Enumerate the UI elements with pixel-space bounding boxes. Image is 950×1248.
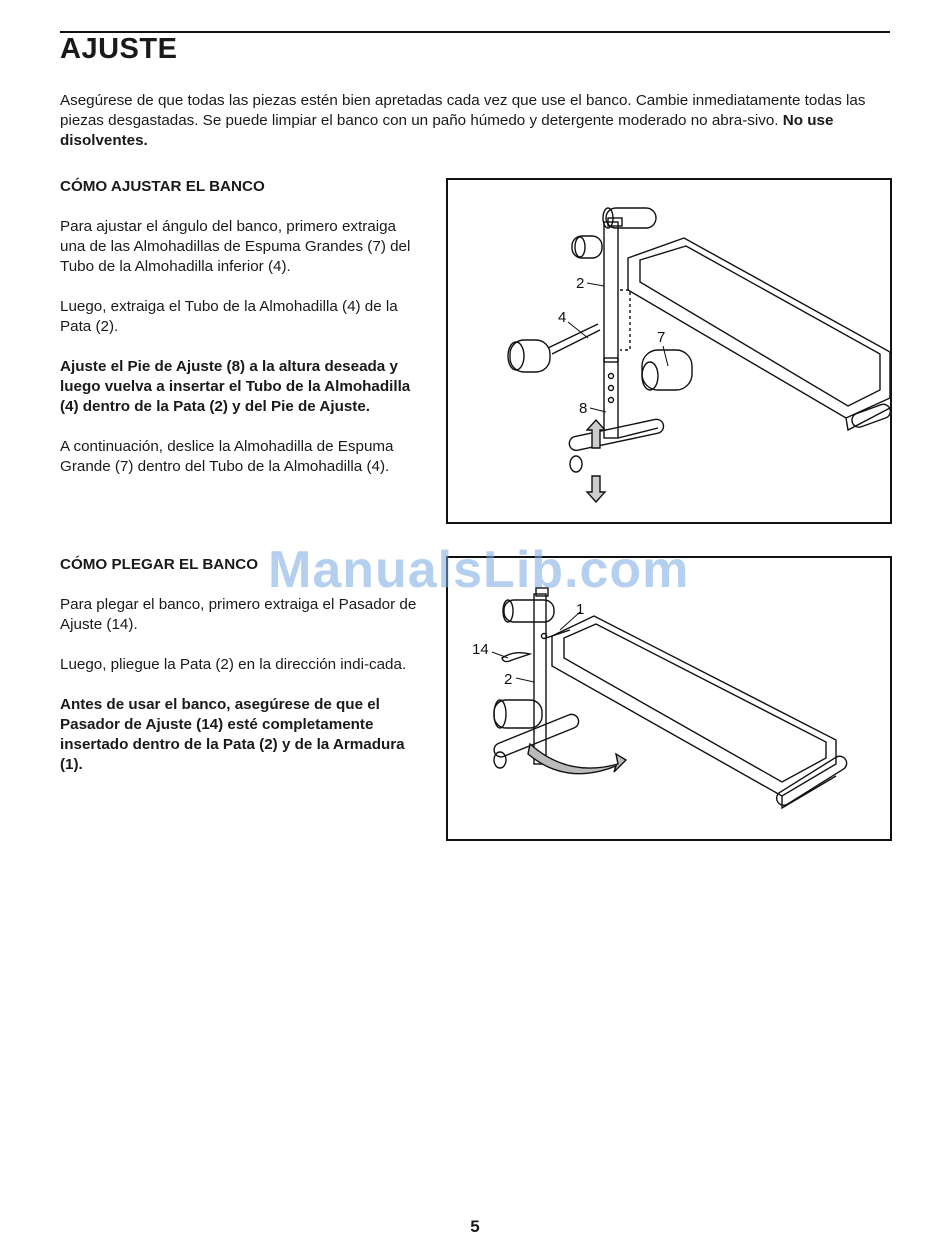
figure2-label-pin: 14 [472, 641, 489, 658]
section-adjust-p2: Luego, extraiga el Tubo de la Almohadilla (4) de la Pata (2). [60, 298, 398, 335]
section-fold-heading: CÓMO PLEGAR EL BANCO [60, 556, 259, 573]
section-fold-p3: Antes de usar el banco, asegúrese de que el Pasador de Ajuste (14) esté completamente insertado dentro de la Pata (2) y de la Armadura (1). [60, 696, 405, 773]
intro-warning: No use disolventes. [60, 112, 834, 149]
section-fold-p1: Para plegar el banco, primero extraiga el Pasador de Ajuste (14). [60, 596, 417, 633]
top-rule [60, 31, 890, 33]
intro-text: Asegúrese de que todas las piezas estén bien apretadas cada vez que use el banco. Cambie inmediatamente todas las piezas desgastadas. Se puede limpiar el banco con un paño húmedo y detergente moderado no abra-sivo. [60, 92, 866, 129]
figure1-label-leg: 2 [576, 275, 585, 292]
section-adjust-p4: A continuación, deslice la Almohadilla de Espuma Grande (7) dentro del Tubo de la Almohadilla (4). [60, 438, 394, 475]
section-adjust-p3: Ajuste el Pie de Ajuste (8) a la altura deseada y luego vuelva a insertar el Tubo de la Almohadilla (4) dentro de la Pata (2) y del Pie de Ajuste. [60, 358, 411, 415]
figure2-label-frame: 1 [576, 601, 585, 618]
watermark: ManualsLib.com [268, 541, 690, 599]
figure-adjust-bench [446, 178, 892, 524]
section-adjust-p1: Para ajustar el ángulo del banco, primero extraiga una de las Almohadillas de Espuma Grandes (7) del Tubo de la Almohadilla inferior (4). [60, 218, 411, 275]
figure1-label-tube: 4 [558, 309, 567, 326]
bench-adjust-illustration [448, 180, 894, 526]
intro-paragraph [60, 91, 890, 151]
figure1-label-pad: 7 [657, 329, 666, 346]
section-adjust [60, 177, 422, 477]
figure2-label-leg: 2 [504, 671, 513, 688]
page-title: AJUSTE [60, 33, 178, 65]
page-number: 5 [470, 1217, 480, 1236]
figure1-label-foot: 8 [579, 400, 588, 417]
section-fold-p2: Luego, pliegue la Pata (2) en la dirección indi-cada. [60, 656, 407, 673]
bench-fold-illustration [448, 558, 894, 843]
section-adjust-heading: CÓMO AJUSTAR EL BANCO [60, 178, 265, 195]
